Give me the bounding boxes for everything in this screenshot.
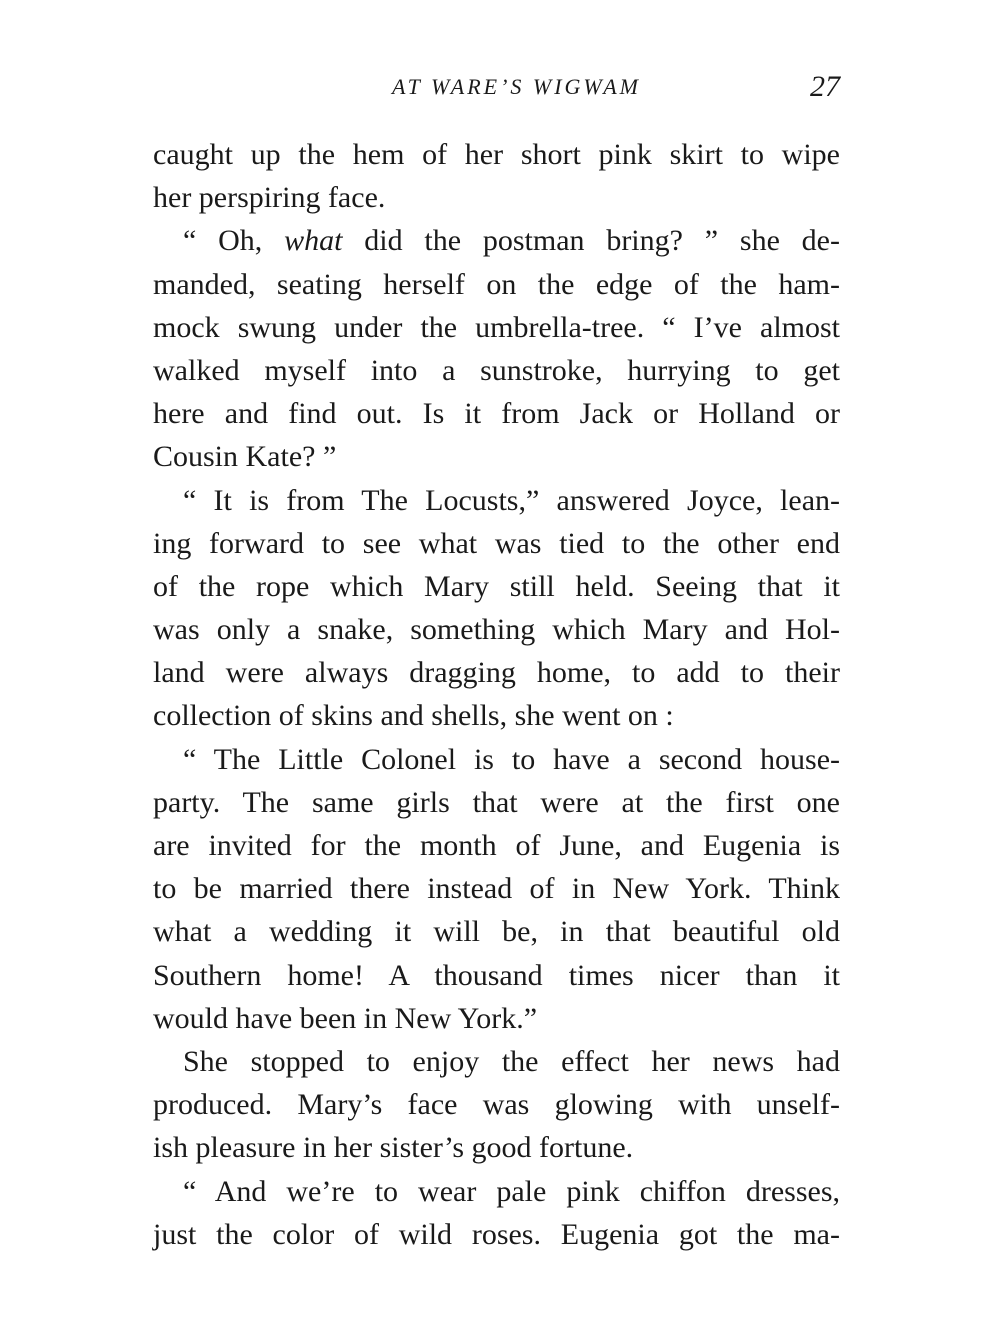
text-run: “ Oh,: [183, 224, 285, 258]
page-number: 27: [810, 70, 840, 103]
text-line: are invited for the month of June, and Eugenia is: [153, 829, 840, 862]
text-line: to be married there instead of in New York. Think: [153, 872, 840, 906]
text-line: [153, 219, 840, 262]
text-line: just the color of wild roses. Eugenia got the ma-: [153, 1217, 840, 1251]
text-line: of the rope which Mary still held. Seeing that it: [153, 569, 840, 603]
text-line: manded, seating herself on the edge of the ham-: [153, 267, 840, 301]
text-line: her perspiring face.: [153, 181, 386, 215]
text-line: collection of skins and shells, she went on :: [153, 699, 674, 733]
text-line: “ It is from The Locusts,” answered Joyce, lean-: [183, 483, 840, 517]
text-line: would have been in New York.”: [153, 1001, 538, 1035]
text-line: “ The Little Colonel is to have a second house-: [183, 742, 840, 776]
text-line: caught up the hem of her short pink skirt to wipe: [153, 138, 840, 171]
running-head: [153, 70, 840, 110]
text-line: She stopped to enjoy the effect her news had: [183, 1044, 840, 1078]
text-line: what a wedding it will be, in that beautiful old: [153, 915, 840, 949]
text-line: produced. Mary’s face was glowing with unself-: [153, 1088, 840, 1122]
text-line: mock swung under the umbrella-tree. “ I’ve almost: [153, 310, 840, 344]
emphasis-word: what: [284, 224, 343, 258]
body-text: [153, 133, 840, 1256]
text-line: “ And we’re to wear pale pink chiffon dresses,: [183, 1174, 840, 1208]
text-line: ing forward to see what was tied to the other end: [153, 526, 840, 560]
text-line: ish pleasure in her sister’s good fortune.: [153, 1131, 634, 1165]
text-line: here and find out. Is it from Jack or Holland or: [153, 397, 840, 431]
text-line: Southern home! A thousand times nicer than it: [153, 958, 840, 992]
text-line: Cousin Kate? ”: [153, 440, 337, 474]
text-line: was only a snake, something which Mary and Hol-: [153, 613, 840, 647]
text-line: party. The same girls that were at the first one: [153, 785, 840, 819]
running-title: AT WARE’S WIGWAM: [392, 74, 641, 99]
text-run: did the postman bring? ” she de-: [342, 224, 840, 258]
text-line: walked myself into a sunstroke, hurrying to get: [153, 353, 840, 387]
text-line: land were always dragging home, to add to their: [153, 656, 840, 690]
